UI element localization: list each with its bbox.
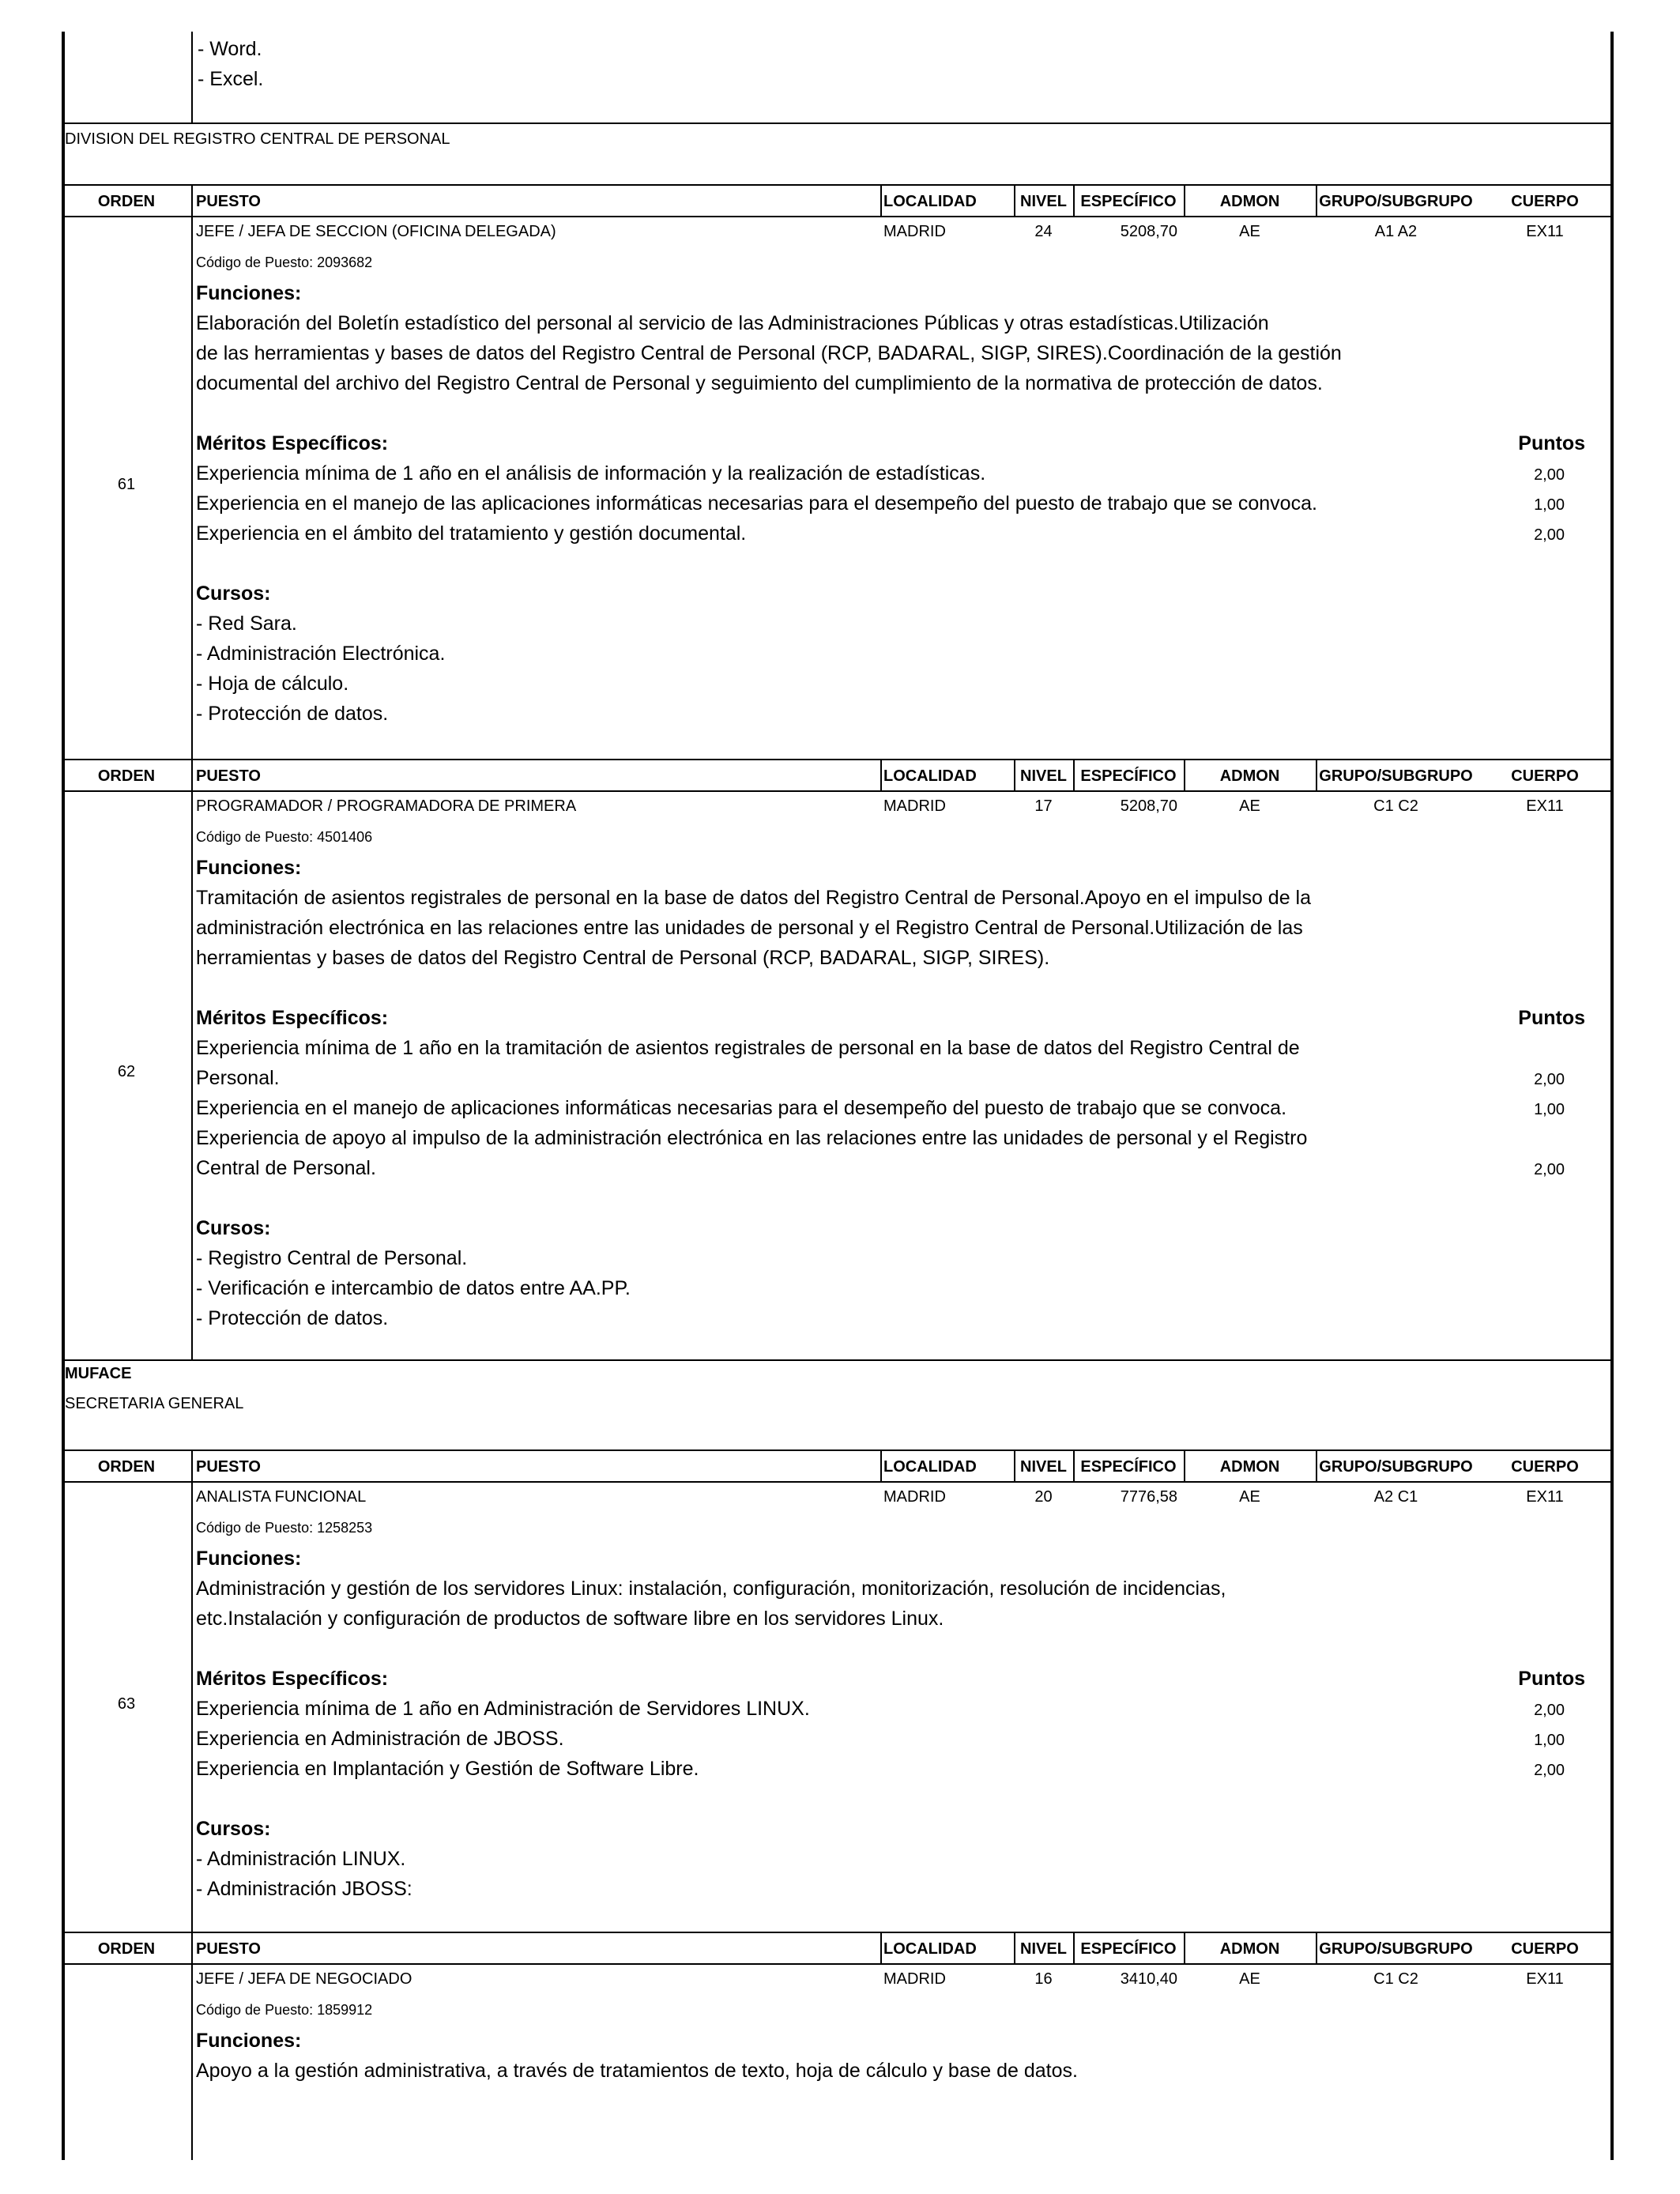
funciones-line: Apoyo a la gestión administrativa, a través de tratamientos de texto, hoja de cálculo y base de datos.	[196, 2060, 1078, 2082]
organism-title: MUFACE	[65, 1365, 132, 1382]
meritos-label: Méritos Específicos:	[196, 432, 389, 454]
header-top-rule	[62, 1932, 1614, 1933]
funciones-line: etc.Instalación y configuración de productos de software libre en los servidores Linux.	[196, 1608, 944, 1630]
job-code: Código de Puesto: 1859912	[196, 2002, 373, 2018]
funciones-line: Elaboración del Boletín estadístico del personal al servicio de las Administraciones Públicas y otras estadísticas.Utilización	[196, 312, 1269, 334]
curso-item: - Administración Electrónica.	[196, 643, 446, 665]
puntos-label: Puntos	[1518, 1007, 1585, 1029]
merito-points: 2,00	[1534, 1702, 1565, 1719]
job-specific-amount: 7776,58	[1120, 1488, 1177, 1506]
funciones-label: Funciones:	[196, 857, 302, 879]
col-header-orden: ORDEN	[97, 193, 156, 210]
puntos-label: Puntos	[1518, 1668, 1585, 1690]
merito-line: Personal.	[196, 1067, 280, 1089]
job-level: 20	[1034, 1488, 1053, 1506]
col-header-puesto: PUESTO	[196, 1940, 261, 1958]
merito-points: 2,00	[1534, 466, 1565, 484]
funciones-label: Funciones:	[196, 2030, 302, 2052]
merito-line: Experiencia en Administración de JBOSS.	[196, 1728, 564, 1750]
col-header-admon: ADMON	[1219, 1940, 1280, 1958]
col-divider	[191, 32, 193, 123]
col-header-admon: ADMON	[1219, 1458, 1280, 1476]
col-header-grupo: GRUPO/SUBGRUPO	[1319, 767, 1473, 785]
job-title: JEFE / JEFA DE NEGOCIADO	[196, 1970, 412, 1988]
job-body: EX11	[1526, 1970, 1564, 1988]
job-group: C1 C2	[1373, 797, 1418, 815]
col-header-grupo: GRUPO/SUBGRUPO	[1319, 1458, 1473, 1476]
funciones-label: Funciones:	[196, 1547, 302, 1570]
section-rule	[62, 1359, 1614, 1361]
merito-line: Experiencia en el manejo de aplicaciones informáticas necesarias para el desempeño del puesto de trabajo que se convoca.	[196, 1097, 1287, 1119]
col-header-orden: ORDEN	[97, 1940, 156, 1958]
col-header-orden: ORDEN	[97, 1458, 156, 1476]
col-header-nivel: NIVEL	[1020, 1458, 1067, 1476]
job-admon: AE	[1239, 797, 1260, 815]
curso-item: - Red Sara.	[196, 613, 297, 635]
job-group: A2 C1	[1373, 1488, 1418, 1506]
col-header-especifico: ESPECÍFICO	[1080, 767, 1177, 785]
job-level: 16	[1034, 1970, 1053, 1988]
job-admon: AE	[1239, 1488, 1260, 1506]
merito-line: Experiencia en Implantación y Gestión de Software Libre.	[196, 1758, 699, 1780]
funciones-line: Tramitación de asientos registrales de personal en la base de datos del Registro Central de Personal.Apoyo en el impulso de la	[196, 887, 1311, 909]
col-header-localidad: LOCALIDAD	[883, 1458, 977, 1476]
header-bottom-rule	[62, 1481, 1614, 1483]
col-header-cuerpo: CUERPO	[1511, 767, 1579, 785]
job-admon: AE	[1239, 223, 1260, 240]
merito-points: 2,00	[1534, 1762, 1565, 1779]
col-header-localidad: LOCALIDAD	[883, 767, 977, 785]
col-header-localidad: LOCALIDAD	[883, 193, 977, 210]
col-header-admon: ADMON	[1219, 193, 1280, 210]
orden-number: 61	[117, 476, 136, 493]
course-item: - Excel.	[198, 68, 264, 90]
curso-item: - Hoja de cálculo.	[196, 673, 349, 695]
job-body: EX11	[1526, 797, 1564, 815]
curso-item: - Administración LINUX.	[196, 1848, 406, 1870]
job-admon: AE	[1239, 1970, 1260, 1988]
header-bottom-rule	[62, 216, 1614, 217]
funciones-line: documental del archivo del Registro Central de Personal y seguimiento del cumplimiento de la normativa de protección de datos.	[196, 372, 1323, 394]
header-top-rule	[62, 1449, 1614, 1451]
col-header-localidad: LOCALIDAD	[883, 1940, 977, 1958]
header-top-rule	[62, 759, 1614, 760]
funciones-label: Funciones:	[196, 282, 302, 304]
funciones-line: administración electrónica en las relaciones entre las unidades de personal y el Registro Central de Personal.Utilización de las	[196, 917, 1303, 939]
orden-number: 63	[117, 1695, 136, 1713]
col-header-puesto: PUESTO	[196, 767, 261, 785]
curso-item: - Verificación e intercambio de datos entre AA.PP.	[196, 1277, 631, 1299]
job-level: 24	[1034, 223, 1053, 240]
header-bottom-rule	[62, 790, 1614, 792]
col-header-especifico: ESPECÍFICO	[1080, 1458, 1177, 1476]
col-header-cuerpo: CUERPO	[1511, 1940, 1579, 1958]
course-item: - Word.	[198, 38, 262, 60]
col-header-especifico: ESPECÍFICO	[1080, 193, 1177, 210]
col-header-puesto: PUESTO	[196, 1458, 261, 1476]
job-body: EX11	[1526, 1488, 1564, 1506]
col-divider	[191, 216, 193, 759]
merito-points: 2,00	[1534, 1071, 1565, 1088]
job-location: MADRID	[883, 797, 946, 815]
job-specific-amount: 5208,70	[1120, 223, 1177, 240]
right-border	[1610, 32, 1614, 2160]
header-divider	[880, 1932, 882, 1963]
left-border	[62, 32, 65, 2160]
col-divider	[191, 1963, 193, 2160]
col-header-cuerpo: CUERPO	[1511, 1458, 1579, 1476]
curso-item: - Protección de datos.	[196, 703, 389, 725]
job-title: PROGRAMADOR / PROGRAMADORA DE PRIMERA	[196, 797, 577, 815]
meritos-label: Méritos Específicos:	[196, 1668, 389, 1690]
col-header-orden: ORDEN	[97, 767, 156, 785]
curso-item: - Protección de datos.	[196, 1307, 389, 1329]
col-header-cuerpo: CUERPO	[1511, 193, 1579, 210]
section-title: SECRETARIA GENERAL	[65, 1395, 244, 1412]
col-divider	[191, 1481, 193, 1932]
funciones-line: herramientas y bases de datos del Registro Central de Personal (RCP, BADARAL, SIGP, SIRES).	[196, 947, 1050, 969]
merito-line: Experiencia en el ámbito del tratamiento y gestión documental.	[196, 522, 747, 545]
merito-points: 2,00	[1534, 1161, 1565, 1178]
section-rule	[62, 123, 1614, 124]
job-title: JEFE / JEFA DE SECCION (OFICINA DELEGADA)	[196, 223, 556, 240]
cursos-label: Cursos:	[196, 1818, 271, 1840]
header-divider	[191, 184, 193, 216]
job-group: C1 C2	[1373, 1970, 1418, 1988]
merito-line: Experiencia mínima de 1 año en Administración de Servidores LINUX.	[196, 1698, 810, 1720]
col-header-grupo: GRUPO/SUBGRUPO	[1319, 1940, 1473, 1958]
header-divider	[191, 1932, 193, 1963]
job-code: Código de Puesto: 4501406	[196, 829, 373, 845]
cursos-label: Cursos:	[196, 582, 271, 605]
col-header-nivel: NIVEL	[1020, 767, 1067, 785]
header-divider	[880, 759, 882, 790]
col-header-puesto: PUESTO	[196, 193, 261, 210]
merito-points: 2,00	[1534, 526, 1565, 544]
job-specific-amount: 5208,70	[1120, 797, 1177, 815]
header-bottom-rule	[62, 1963, 1614, 1965]
funciones-line: de las herramientas y bases de datos del Registro Central de Personal (RCP, BADARAL, SIGP, SIRES).Coordinación de la gestión	[196, 342, 1342, 364]
header-divider	[191, 1449, 193, 1481]
header-divider	[880, 1449, 882, 1481]
header-top-rule	[62, 184, 1614, 186]
job-location: MADRID	[883, 223, 946, 240]
section-title: DIVISION DEL REGISTRO CENTRAL DE PERSONAL	[65, 130, 450, 148]
header-divider	[191, 759, 193, 790]
col-header-nivel: NIVEL	[1020, 1940, 1067, 1958]
merito-points: 1,00	[1534, 496, 1565, 514]
job-location: MADRID	[883, 1970, 946, 1988]
puntos-label: Puntos	[1518, 432, 1585, 454]
merito-line: Central de Personal.	[196, 1157, 376, 1179]
job-title: ANALISTA FUNCIONAL	[196, 1488, 367, 1506]
funciones-line: Administración y gestión de los servidores Linux: instalación, configuración, monitorización, resolución de incidencias,	[196, 1578, 1226, 1600]
job-group: A1 A2	[1374, 223, 1418, 240]
col-header-especifico: ESPECÍFICO	[1080, 1940, 1177, 1958]
merito-points: 1,00	[1534, 1101, 1565, 1118]
job-specific-amount: 3410,40	[1120, 1970, 1177, 1988]
job-code: Código de Puesto: 1258253	[196, 1520, 373, 1536]
job-body: EX11	[1526, 223, 1564, 240]
merito-points: 1,00	[1534, 1732, 1565, 1749]
merito-line: Experiencia mínima de 1 año en el análisis de información y la realización de estadísticas.	[196, 462, 986, 484]
curso-item: - Administración JBOSS:	[196, 1878, 412, 1900]
cursos-label: Cursos:	[196, 1217, 271, 1239]
header-divider	[880, 184, 882, 216]
curso-item: - Registro Central de Personal.	[196, 1247, 468, 1269]
merito-line: Experiencia mínima de 1 año en la tramitación de asientos registrales de personal en la base de datos del Registro Central de	[196, 1037, 1300, 1059]
col-header-admon: ADMON	[1219, 767, 1280, 785]
meritos-label: Méritos Específicos:	[196, 1007, 389, 1029]
orden-number: 62	[117, 1063, 136, 1080]
merito-line: Experiencia de apoyo al impulso de la administración electrónica en las relaciones entre las unidades de personal y el Registro	[196, 1127, 1308, 1149]
col-header-nivel: NIVEL	[1020, 193, 1067, 210]
job-code: Código de Puesto: 2093682	[196, 254, 373, 270]
merito-line: Experiencia en el manejo de las aplicaciones informáticas necesarias para el desempeño del puesto de trabajo que se convoca.	[196, 492, 1317, 515]
job-level: 17	[1034, 797, 1053, 815]
col-header-grupo: GRUPO/SUBGRUPO	[1319, 193, 1473, 210]
col-divider	[191, 790, 193, 1359]
job-location: MADRID	[883, 1488, 946, 1506]
